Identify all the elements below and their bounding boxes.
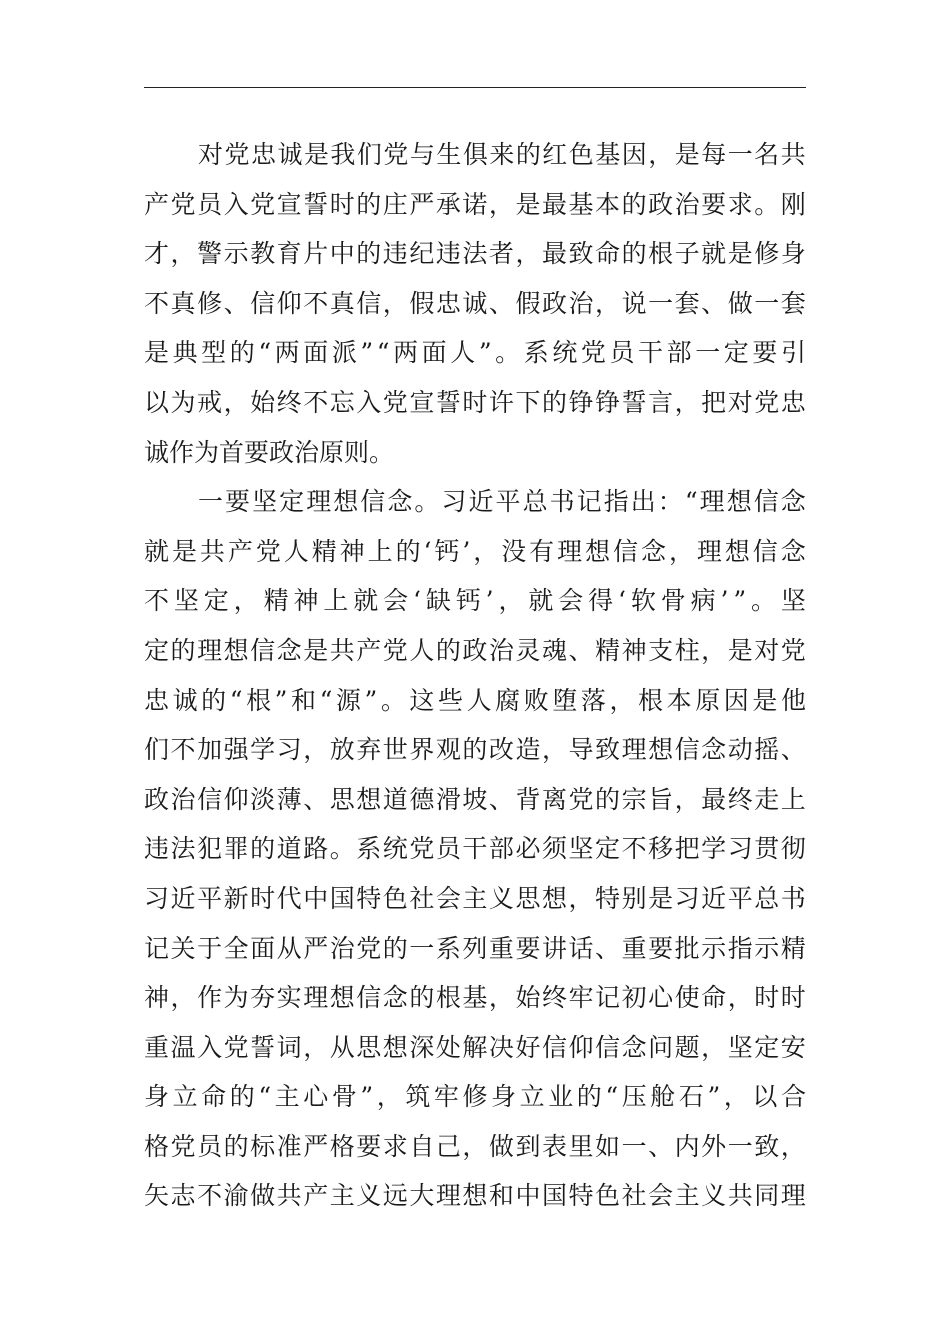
paragraph-2-line-5: 忠 诚 的 “ 根 ” 和 “ 源 ” 。 这 些 人 腐 败 堕 落 ， 根 本 原 因 是 他	[144, 685, 806, 715]
document-body	[144, 130, 806, 1221]
paragraph-1-line-6: 以 为 戒 ， 始 终 不 忘 入 党 宣 誓 时 许 下 的 铮 铮 誓 言 ， 把 对 党 忠	[144, 387, 806, 417]
header-rule	[144, 87, 806, 88]
paragraph-2-line-10: 记 关 于 全 面 从 严 治 党 的 一 系 列 重 要 讲 话 、 重 要 批 示 指 示 精	[144, 933, 806, 963]
paragraph-2-line-9: 习 近 平 新 时 代 中 国 特 色 社 会 主 义 思 想 ， 特 别 是 习 近 平 总 书	[144, 883, 806, 913]
paragraph-2-line-12: 重 温 入 党 誓 词 ， 从 思 想 深 处 解 决 好 信 仰 信 念 问 题 ， 坚 定 安	[144, 1032, 806, 1062]
paragraph-1-line-5: 是 典 型 的 “ 两 面 派 ” “ 两 面 人 ” 。 系 统 党 员 干 部 一 定 要 引	[144, 338, 806, 368]
paragraph-1-line-3: 才 ， 警 示 教 育 片 中 的 违 纪 违 法 者 ， 最 致 命 的 根 子 就 是 修 身	[144, 239, 806, 269]
paragraph-1-line-1: 对 党 忠 诚 是 我 们 党 与 生 俱 来 的 红 色 基 因 ， 是 每 一 名 共	[198, 140, 806, 169]
paragraph-2-line-13: 身 立 命 的 “ 主 心 骨 ” ， 筑 牢 修 身 立 业 的 “ 压 舱 石 ” ， 以 合	[144, 1082, 806, 1112]
paragraph-1-line-2: 产 党 员 入 党 宣 誓 时 的 庄 严 承 诺 ， 是 最 基 本 的 政 治 要 求 。 刚	[144, 189, 806, 219]
paragraph-1-line-4: 不 真 修 、 信 仰 不 真 信 ， 假 忠 诚 、 假 政 治 ， 说 一 套 、 做 一 套	[144, 288, 806, 318]
paragraph-2-line-2: 就 是 共 产 党 人 精 神 上 的 ‘ 钙 ’ ， 没 有 理 想 信 念 ， 理 想 信 念	[144, 536, 806, 566]
paragraph-2-line-8: 违 法 犯 罪 的 道 路 。 系 统 党 员 干 部 必 须 坚 定 不 移 把 学 习 贯 彻	[144, 834, 806, 864]
paragraph-2-line-11: 神 ， 作 为 夯 实 理 想 信 念 的 根 基 ， 始 终 牢 记 初 心 使 命 ， 时 时	[144, 983, 806, 1013]
paragraph-2-line-15: 矢 志 不 渝 做 共 产 主 义 远 大 理 想 和 中 国 特 色 社 会 主 义 共 同 理	[144, 1181, 806, 1211]
paragraph-2-line-1: 一 要 坚 定 理 想 信 念 。 习 近 平 总 书 记 指 出 ： “ 理 想 信 念	[198, 487, 806, 517]
paragraph-2-line-6: 们 不 加 强 学 习 ， 放 弃 世 界 观 的 改 造 ， 导 致 理 想 信 念 动 摇 、	[144, 735, 806, 765]
paragraph-2-line-4: 定 的 理 想 信 念 是 共 产 党 人 的 政 治 灵 魂 、 精 神 支 柱 ， 是 对 党	[144, 635, 806, 665]
paragraph-2-line-3: 不 坚 定 ， 精 神 上 就 会 ‘ 缺 钙 ’ ， 就 会 得 ‘ 软 骨 病 ’ ” 。 坚	[144, 586, 806, 616]
paragraph-2-line-14: 格 党 员 的 标 准 严 格 要 求 自 己 ， 做 到 表 里 如 一 、 内 外 一 致 ，	[144, 1131, 806, 1161]
paragraph-1-line-7: 诚作为首要政治原则。	[144, 437, 395, 467]
paragraph-2-line-7: 政 治 信 仰 淡 薄 、 思 想 道 德 滑 坡 、 背 离 党 的 宗 旨 ， 最 终 走 上	[144, 784, 806, 814]
